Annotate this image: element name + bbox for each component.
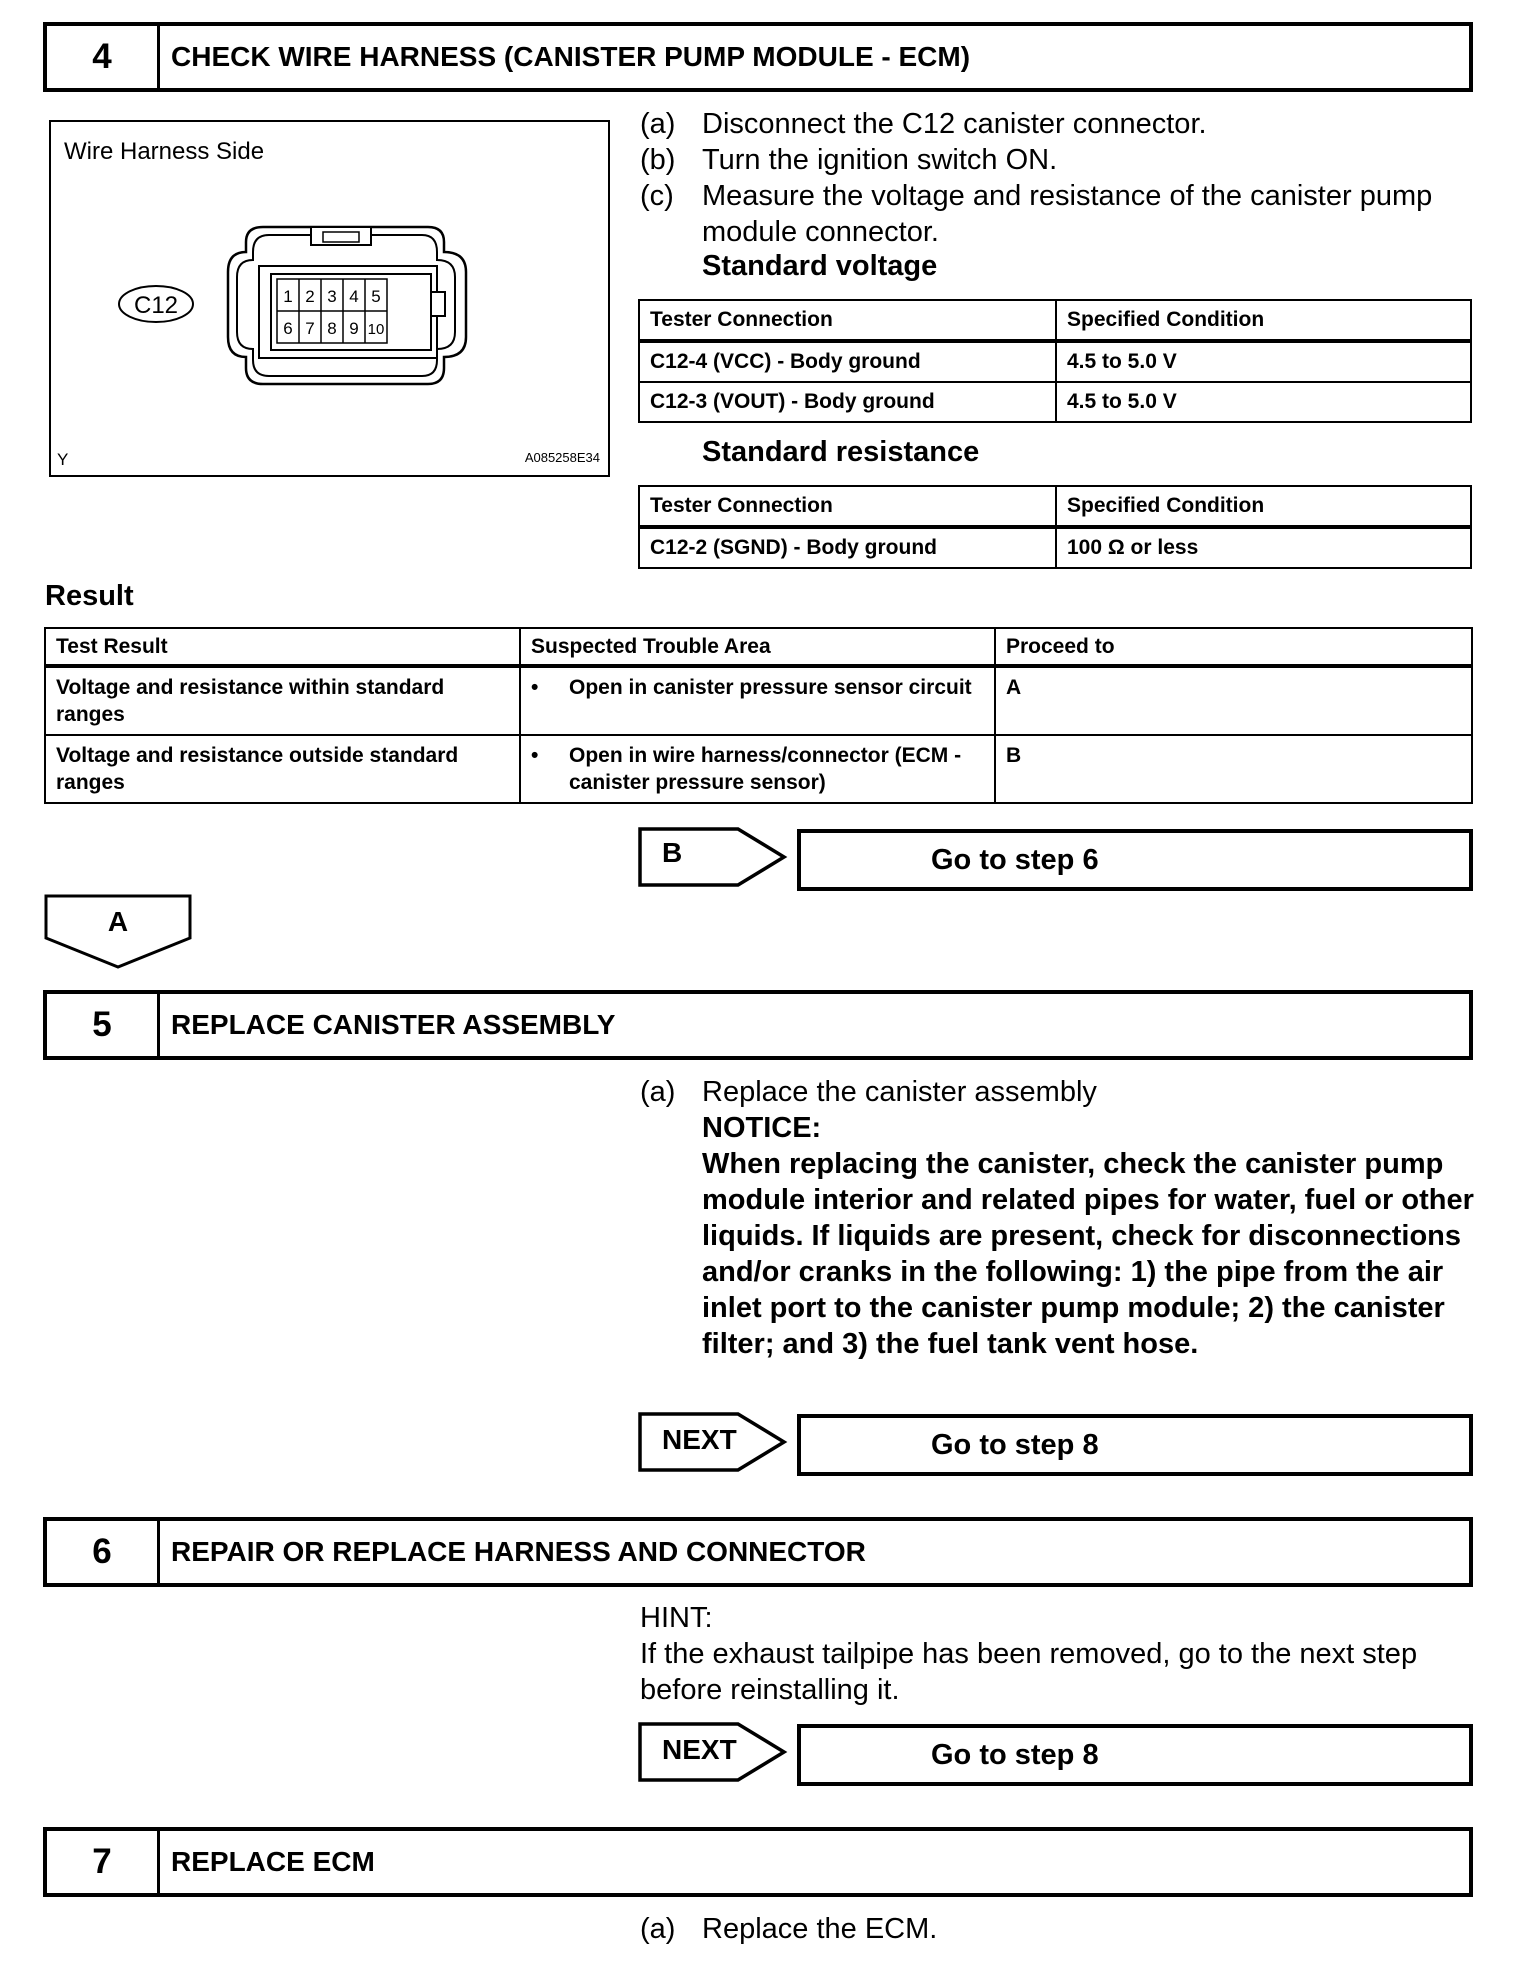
branch-a-marker xyxy=(44,894,192,970)
table-cell: Voltage and resistance outside standard ranges xyxy=(45,735,520,803)
column-header: Tester Connection xyxy=(639,300,1056,341)
table-header-row xyxy=(639,486,1471,527)
column-header: Test Result xyxy=(45,628,520,666)
column-header: Proceed to xyxy=(995,628,1472,666)
step-5-header xyxy=(43,990,1473,1060)
pin-1: 1 xyxy=(283,287,293,306)
step-7-header xyxy=(43,1827,1473,1897)
branch-b-marker xyxy=(638,827,788,887)
step-number: 4 xyxy=(47,26,160,88)
table-cell: 100 Ω or less xyxy=(1056,527,1471,568)
step-7-instructions xyxy=(640,1911,1480,1947)
pin-5: 5 xyxy=(371,287,381,306)
table-cell: 4.5 to 5.0 V xyxy=(1056,382,1471,422)
figure-caption: Wire Harness Side xyxy=(64,138,265,165)
pin-8: 8 xyxy=(327,319,337,338)
step-title: CHECK WIRE HARNESS (CANISTER PUMP MODULE - ECM) xyxy=(171,41,971,72)
goto-step-8-button[interactable]: Go to step 8 xyxy=(797,1414,1473,1476)
column-header: Specified Condition xyxy=(1056,486,1471,527)
trouble-area: Open in canister pressure sensor circuit xyxy=(569,676,972,699)
goto-step-6-button[interactable]: Go to step 6 xyxy=(797,829,1473,891)
pin-7: 7 xyxy=(305,319,315,338)
table-cell: A xyxy=(995,666,1472,735)
result-table xyxy=(44,627,1473,804)
pin-2: 2 xyxy=(305,287,315,306)
table-cell: Voltage and resistance within standard ranges xyxy=(45,666,520,735)
result-heading: Result xyxy=(45,580,134,612)
hint-text: If the exhaust tailpipe has been removed, go to the next step before reinstalling it. xyxy=(640,1638,1418,1706)
goto-step-8-button[interactable]: Go to step 8 xyxy=(797,1724,1473,1786)
table-cell: C12-3 (VOUT) - Body ground xyxy=(639,382,1056,422)
voltage-heading: Standard voltage xyxy=(702,250,938,282)
table-row xyxy=(639,382,1471,422)
step-number: 6 xyxy=(47,1521,160,1583)
table-header-row xyxy=(45,628,1472,666)
instruction-b: (b) Turn the ignition switch ON. xyxy=(640,144,1058,176)
next-label: NEXT xyxy=(662,1734,737,1765)
key-tab xyxy=(431,292,445,316)
step-number: 7 xyxy=(47,1831,160,1893)
hint-heading: HINT: xyxy=(640,1602,713,1634)
table-cell: • Open in wire harness/connector (ECM - canister pressure sensor) xyxy=(520,735,995,803)
pin-3: 3 xyxy=(327,287,337,306)
step-number: 5 xyxy=(47,994,160,1056)
instruction-a: (a) Replace the ECM. xyxy=(640,1913,938,1945)
next-label: NEXT xyxy=(662,1424,737,1455)
step-4-instructions xyxy=(640,106,1480,250)
connector-diagram xyxy=(51,122,608,475)
table-cell: 4.5 to 5.0 V xyxy=(1056,341,1471,382)
pin-9: 9 xyxy=(349,319,359,338)
table-row xyxy=(45,735,1472,803)
column-header: Suspected Trouble Area xyxy=(520,628,995,666)
notice-text: When replacing the canister, check the canister pump module interior and related pipes for water, fuel or other liquids. If liquids are present, check for disconnections and/or cranks in the following: 1) the pipe from the air inlet port to the canister pump module; 2) the canister filter; and 3) the fuel tank vent hose. xyxy=(702,1148,1474,1360)
voltage-table xyxy=(638,299,1472,423)
figure-corner-label: Y xyxy=(57,450,69,469)
table-row xyxy=(639,527,1471,568)
table-header-row xyxy=(639,300,1471,341)
column-header: Specified Condition xyxy=(1056,300,1471,341)
step-title: REPLACE CANISTER ASSEMBLY xyxy=(171,1009,616,1040)
column-header: Tester Connection xyxy=(639,486,1056,527)
table-cell: • Open in canister pressure sensor circuit xyxy=(520,666,995,735)
instruction-a: (a) Replace the canister assembly xyxy=(640,1076,1097,1108)
figure-id: A085258E34 xyxy=(524,450,600,465)
instruction-c: (c) Measure the voltage and resistance of the canister pump module connector. xyxy=(640,180,1433,248)
step-6-hint xyxy=(640,1600,1480,1708)
branch-a-label: A xyxy=(107,906,129,937)
notice-heading: NOTICE: xyxy=(702,1112,822,1144)
connector-label: C12 xyxy=(133,292,179,319)
step-title: REPLACE ECM xyxy=(171,1846,375,1877)
table-cell: C12-2 (SGND) - Body ground xyxy=(639,527,1056,568)
step-title: REPAIR OR REPLACE HARNESS AND CONNECTOR xyxy=(171,1536,866,1567)
step-6-header xyxy=(43,1517,1473,1587)
resistance-table xyxy=(638,485,1472,569)
next-marker xyxy=(638,1722,788,1782)
arrow-right-icon xyxy=(638,827,788,887)
step-4-header xyxy=(43,22,1473,92)
pin-6: 6 xyxy=(283,319,293,338)
step-5-instructions xyxy=(640,1074,1480,1362)
trouble-area: Open in wire harness/connector (ECM - canister pressure sensor) xyxy=(569,744,962,794)
instruction-a: (a) Disconnect the C12 canister connector. xyxy=(640,108,1207,140)
next-marker xyxy=(638,1412,788,1472)
table-cell: C12-4 (VCC) - Body ground xyxy=(639,341,1056,382)
pin-4: 4 xyxy=(349,287,359,306)
branch-b-label: B xyxy=(662,837,683,868)
table-row xyxy=(639,341,1471,382)
table-cell: B xyxy=(995,735,1472,803)
pin-10: 10 xyxy=(367,321,385,338)
table-row xyxy=(45,666,1472,735)
resistance-heading: Standard resistance xyxy=(702,436,980,468)
connector-figure xyxy=(49,120,610,477)
